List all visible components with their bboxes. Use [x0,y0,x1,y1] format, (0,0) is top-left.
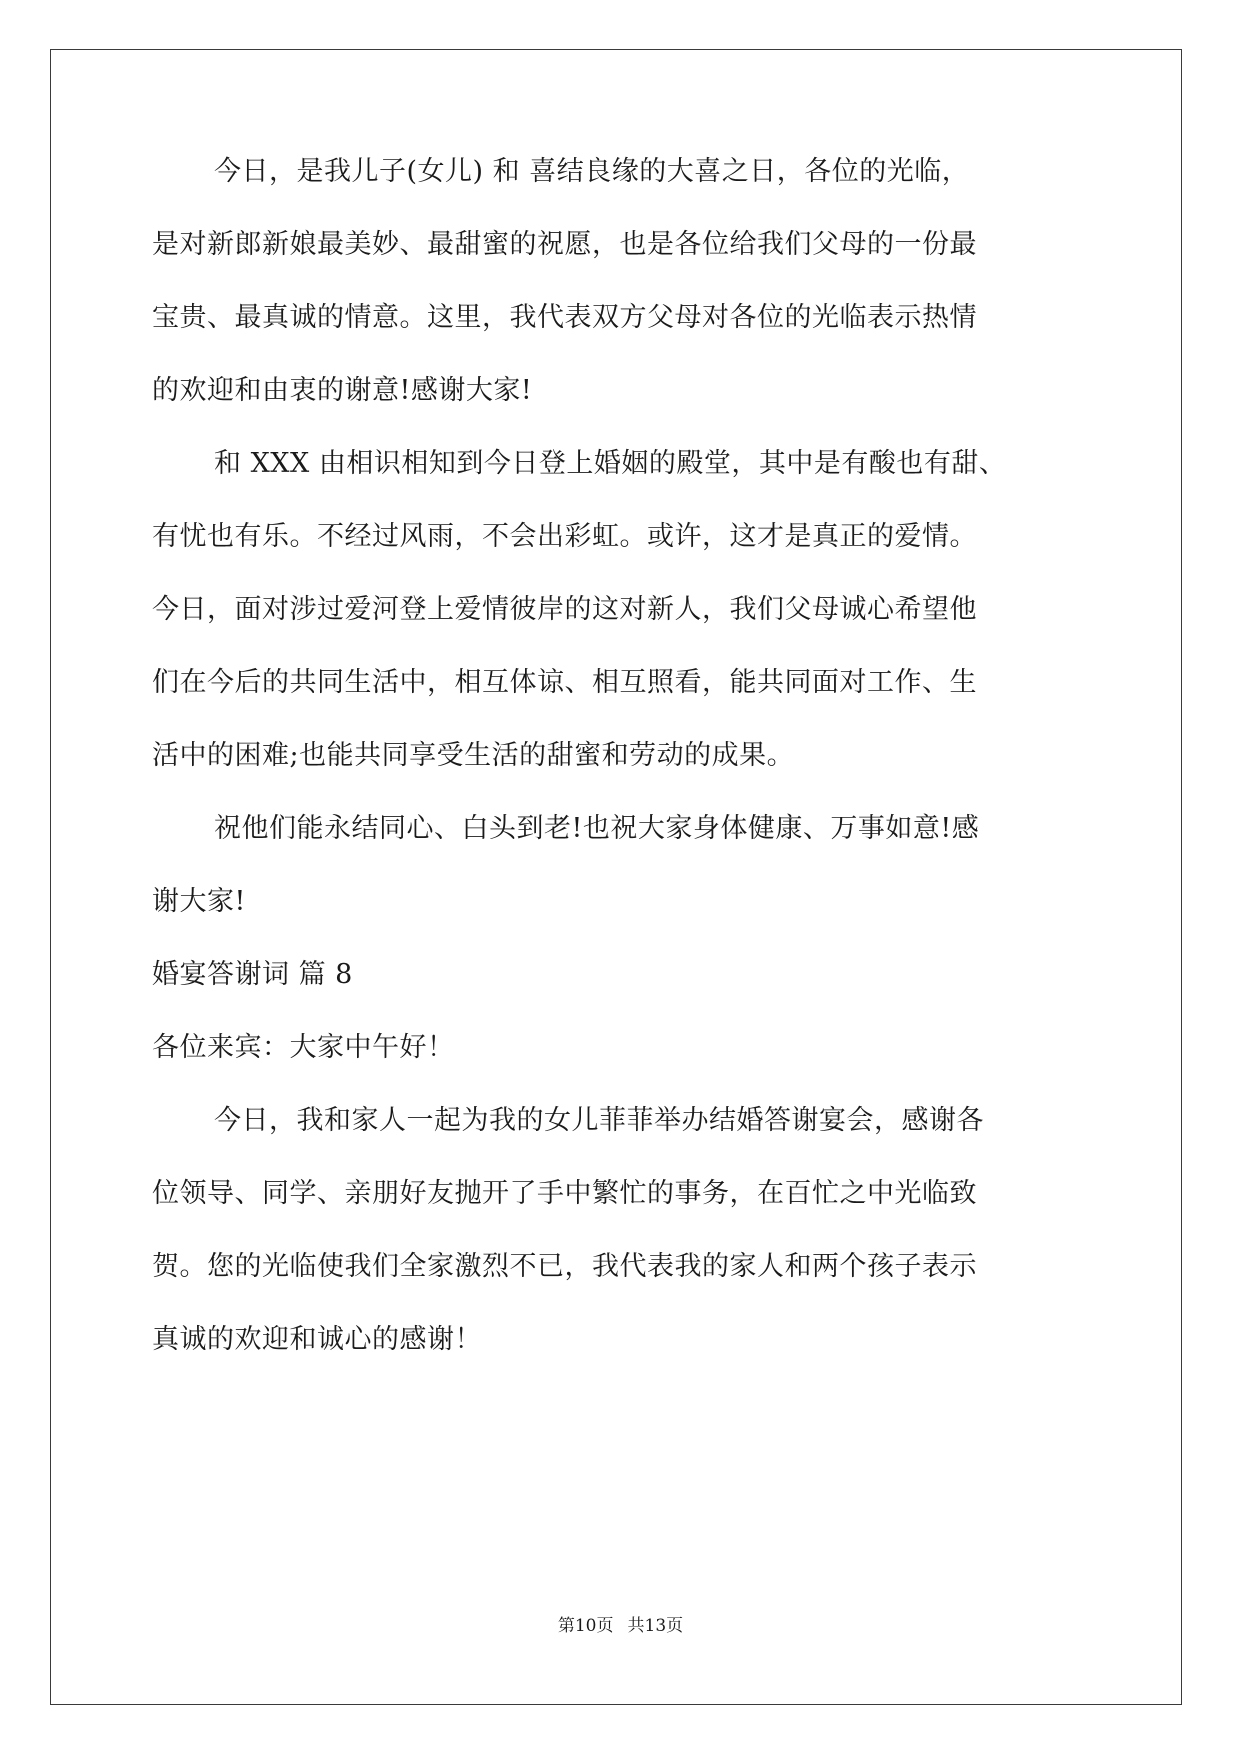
paragraph-1-line-2: 是对新郎新娘最美妙、最甜蜜的祝愿，也是各位给我们父母的一份最 [152,229,977,260]
paragraph-1-line-3: 宝贵、最真诚的情意。这里，我代表双方父母对各位的光临表示热情 [152,302,977,333]
paragraph-1-line-1: 今日，是我儿子(女儿) 和 喜结良缘的大喜之日，各位的光临， [214,156,970,187]
paragraph-2-line-3: 今日，面对涉过爱河登上爱情彼岸的这对新人，我们父母诚心希望他 [152,594,977,625]
paragraph-2-line-5: 活中的困难;也能共同享受生活的甜蜜和劳动的成果。 [152,740,795,771]
paragraph-2-line-2: 有忧也有乐。不经过风雨，不会出彩虹。或许，这才是真正的爱情。 [152,521,977,552]
salutation: 各位来宾：大家中午好！ [152,1032,455,1063]
page-number-current: 第10页 [557,1616,614,1636]
paragraph-3-line-2: 谢大家! [152,886,246,917]
page-footer [0,1614,1241,1638]
section-heading: 婚宴答谢词 篇 8 [152,959,353,990]
paragraph-1-line-4: 的欢迎和由衷的谢意!感谢大家! [152,375,533,406]
paragraph-3-line-1: 祝他们能永结同心、白头到老!也祝大家身体健康、万事如意!感 [214,813,980,844]
paragraph-4-line-1: 今日，我和家人一起为我的女儿菲菲举办结婚答谢宴会，感谢各 [214,1105,984,1136]
paragraph-2-line-4: 们在今后的共同生活中，相互体谅、相互照看，能共同面对工作、生 [152,667,977,698]
paragraph-2-line-1: 和 XXX 由相识相知到今日登上婚姻的殿堂，其中是有酸也有甜、 [214,448,1007,479]
page-number-total: 共13页 [627,1616,684,1636]
paragraph-4-line-4: 真诚的欢迎和诚心的感谢！ [152,1324,482,1355]
paragraph-4-line-2: 位领导、同学、亲朋好友抛开了手中繁忙的事务，在百忙之中光临致 [152,1178,977,1209]
paragraph-4-line-3: 贺。您的光临使我们全家激烈不已，我代表我的家人和两个孩子表示 [152,1251,977,1282]
